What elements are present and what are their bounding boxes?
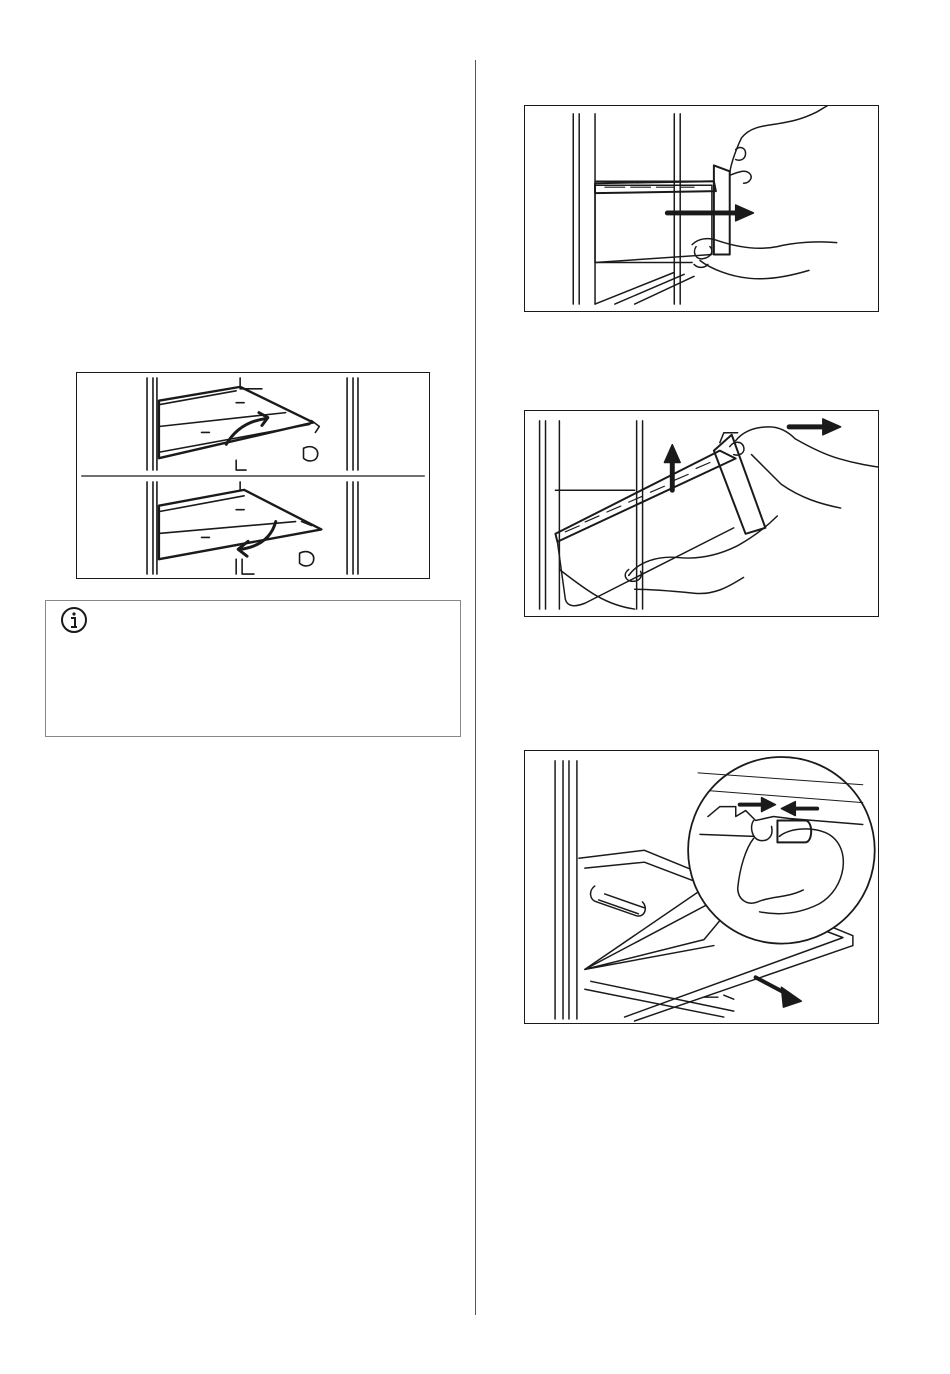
- column-divider: [475, 60, 476, 1315]
- drawer-pull-out-illustration: [524, 105, 879, 312]
- info-note: [45, 600, 461, 737]
- info-icon: [60, 606, 88, 634]
- shelf-bottom-panel: [147, 482, 358, 574]
- drawer-lift-illustration: [524, 410, 879, 617]
- shelf-tilt-illustration: [76, 372, 430, 579]
- shelf-top-panel: [147, 378, 358, 470]
- glass-shelf-release-illustration: [524, 750, 879, 1024]
